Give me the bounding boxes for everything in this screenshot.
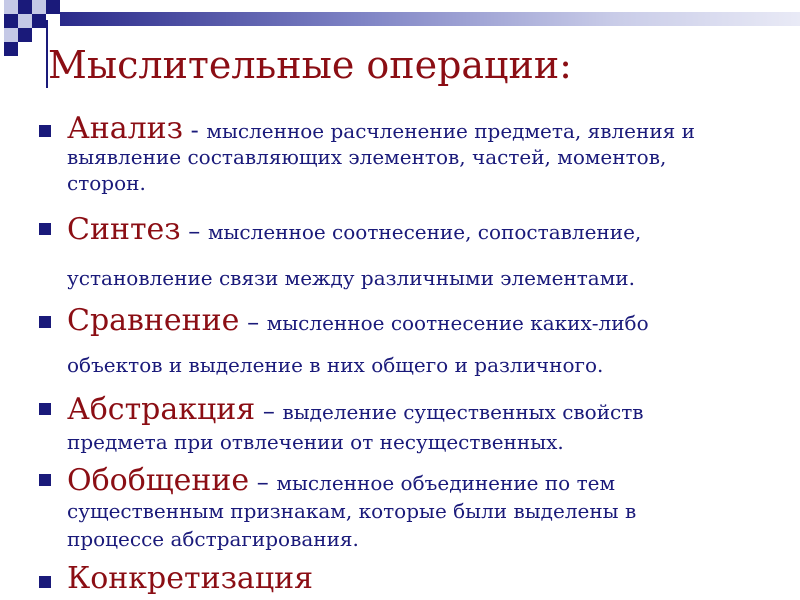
term-dash: – <box>255 397 283 425</box>
term: Сравнение <box>67 303 240 338</box>
definition-line: существенным признакам, которые были выделены в <box>67 499 637 523</box>
decor-square <box>46 0 60 14</box>
slide-title: Мыслительные операции: <box>48 43 572 87</box>
bullet-square-icon <box>39 223 51 235</box>
decor-square <box>32 14 46 28</box>
list-item-abstraction <box>36 392 776 458</box>
bullet-square-icon <box>39 403 51 415</box>
list-item-synthesis <box>36 209 776 302</box>
definition-line: выявление составляющих элементов, частей, моментов, <box>67 145 667 169</box>
definition-line: сторон. <box>67 171 146 195</box>
term: Конкретизация <box>67 561 314 596</box>
term-dash: – <box>249 468 277 496</box>
list-item-concretization <box>36 561 776 600</box>
term-dash: – <box>239 308 267 336</box>
bullet-square-icon <box>39 125 51 137</box>
decor-square <box>4 0 18 14</box>
definition-line: процессе абстрагирования. <box>67 527 359 551</box>
list-item-comparison <box>36 302 776 387</box>
operations-list <box>36 111 776 600</box>
term: Анализ <box>67 111 184 146</box>
definition-line: мысленное объединение по тем <box>276 471 616 495</box>
decor-square <box>18 0 32 14</box>
definition-line: объектов и выделение в них общего и различного. <box>67 353 604 377</box>
decor-square <box>18 28 32 42</box>
decor-square <box>18 14 32 28</box>
list-item-generalization <box>36 463 776 554</box>
definition-line: установление связи между различными элементами. <box>67 266 635 290</box>
bullet-square-icon <box>39 316 51 328</box>
definition-line: мысленное расчленение предмета, явления и <box>206 119 695 143</box>
definition-line: мысленное соотнесение, сопоставление, <box>207 220 642 244</box>
term-dash: – <box>180 217 208 245</box>
bullet-square-icon <box>39 474 51 486</box>
term: Обобщение <box>67 463 250 498</box>
decor-square <box>32 0 46 14</box>
list-item-analysis <box>36 111 776 197</box>
term-dash: - <box>183 116 207 144</box>
header-gradient-bar <box>60 12 800 26</box>
definition-line: предмета при отвлечении от несущественных. <box>67 430 564 454</box>
decor-square <box>4 42 18 56</box>
decor-square <box>4 14 18 28</box>
decor-square <box>4 28 18 42</box>
definition-line: мысленное соотнесение каких-либо <box>266 311 649 335</box>
term: Синтез <box>67 212 181 247</box>
definition-line: выделение существенных свойств <box>282 400 644 424</box>
term: Абстракция <box>67 392 256 427</box>
bullet-square-icon <box>39 576 51 588</box>
